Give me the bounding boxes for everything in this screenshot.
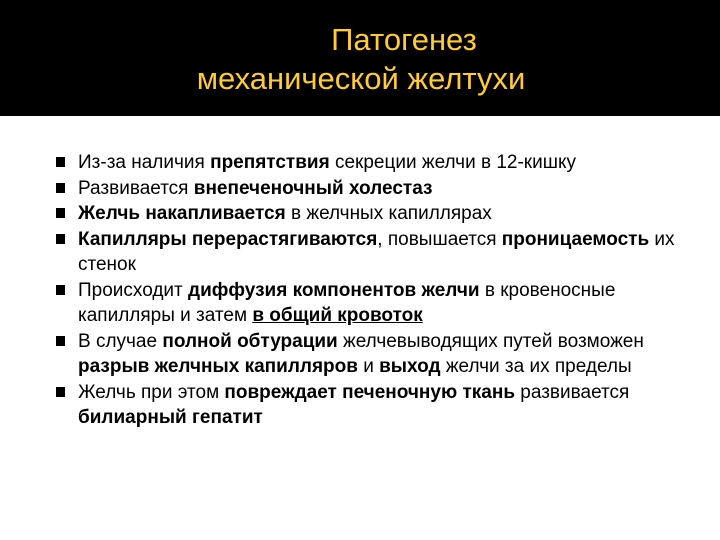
bullet-emphasis: полной обтурации xyxy=(162,330,338,352)
square-bullet-icon xyxy=(56,208,65,218)
bullet-emphasis: выход xyxy=(379,356,441,377)
bullet-text: , повышается xyxy=(377,228,502,250)
square-bullet-icon xyxy=(56,387,65,397)
bullet-item xyxy=(78,201,696,227)
bullet-text: Развивается xyxy=(78,177,194,199)
square-bullet-icon xyxy=(56,285,65,295)
bullet-text: Происходит xyxy=(78,279,189,301)
square-bullet-icon xyxy=(56,336,65,346)
bullet-emphasis-underlined: в общий кровоток xyxy=(252,305,423,326)
bullet-item xyxy=(78,176,696,202)
bullet-text: В случае xyxy=(78,330,163,352)
slide-title-line-1: Патогенез xyxy=(331,22,477,57)
bullet-item xyxy=(78,278,696,329)
bullet-emphasis: диффузия компонентов желчи xyxy=(188,279,480,301)
square-bullet-icon xyxy=(56,157,65,167)
square-bullet-icon xyxy=(56,234,65,244)
bullet-text: Из-за наличия xyxy=(78,152,211,173)
bullet-text: развивается xyxy=(515,381,630,403)
bullet-emphasis: препятствия xyxy=(210,152,330,173)
bullet-text: Желчь при этом xyxy=(78,381,225,403)
bullet-list xyxy=(78,150,696,431)
bullet-emphasis: Желчь накапливается xyxy=(78,203,286,224)
slide-title xyxy=(0,20,720,98)
bullet-text: секреции желчи в 12-кишку xyxy=(329,152,577,173)
bullet-emphasis: повреждает печеночную ткань xyxy=(224,381,515,403)
bullet-item xyxy=(78,380,696,431)
bullet-text: желчи за их пределы xyxy=(440,356,632,377)
bullet-emphasis: разрыв желчных капилляров xyxy=(78,356,358,377)
bullet-emphasis: внепеченочный холестаз xyxy=(193,177,433,199)
slide-title-line-2: механической желтухи xyxy=(196,61,526,96)
bullet-text: и xyxy=(357,356,380,377)
bullet-emphasis: билиарный гепатит xyxy=(78,407,263,428)
bullet-emphasis: Капилляры перерастягиваются xyxy=(78,228,378,250)
bullet-text: их стенок xyxy=(78,228,675,275)
bullet-text: желчевыводящих путей возможен xyxy=(337,330,644,352)
bullet-emphasis: проницаемость xyxy=(501,228,650,250)
square-bullet-icon xyxy=(56,183,65,193)
bullet-text: в кровеносные капилляры и затем xyxy=(78,279,616,326)
bullet-item xyxy=(78,329,696,380)
bullet-text: в желчных капиллярах xyxy=(285,203,492,224)
bullet-item xyxy=(78,150,696,176)
title-bar xyxy=(0,0,720,116)
bullet-item xyxy=(78,227,696,278)
